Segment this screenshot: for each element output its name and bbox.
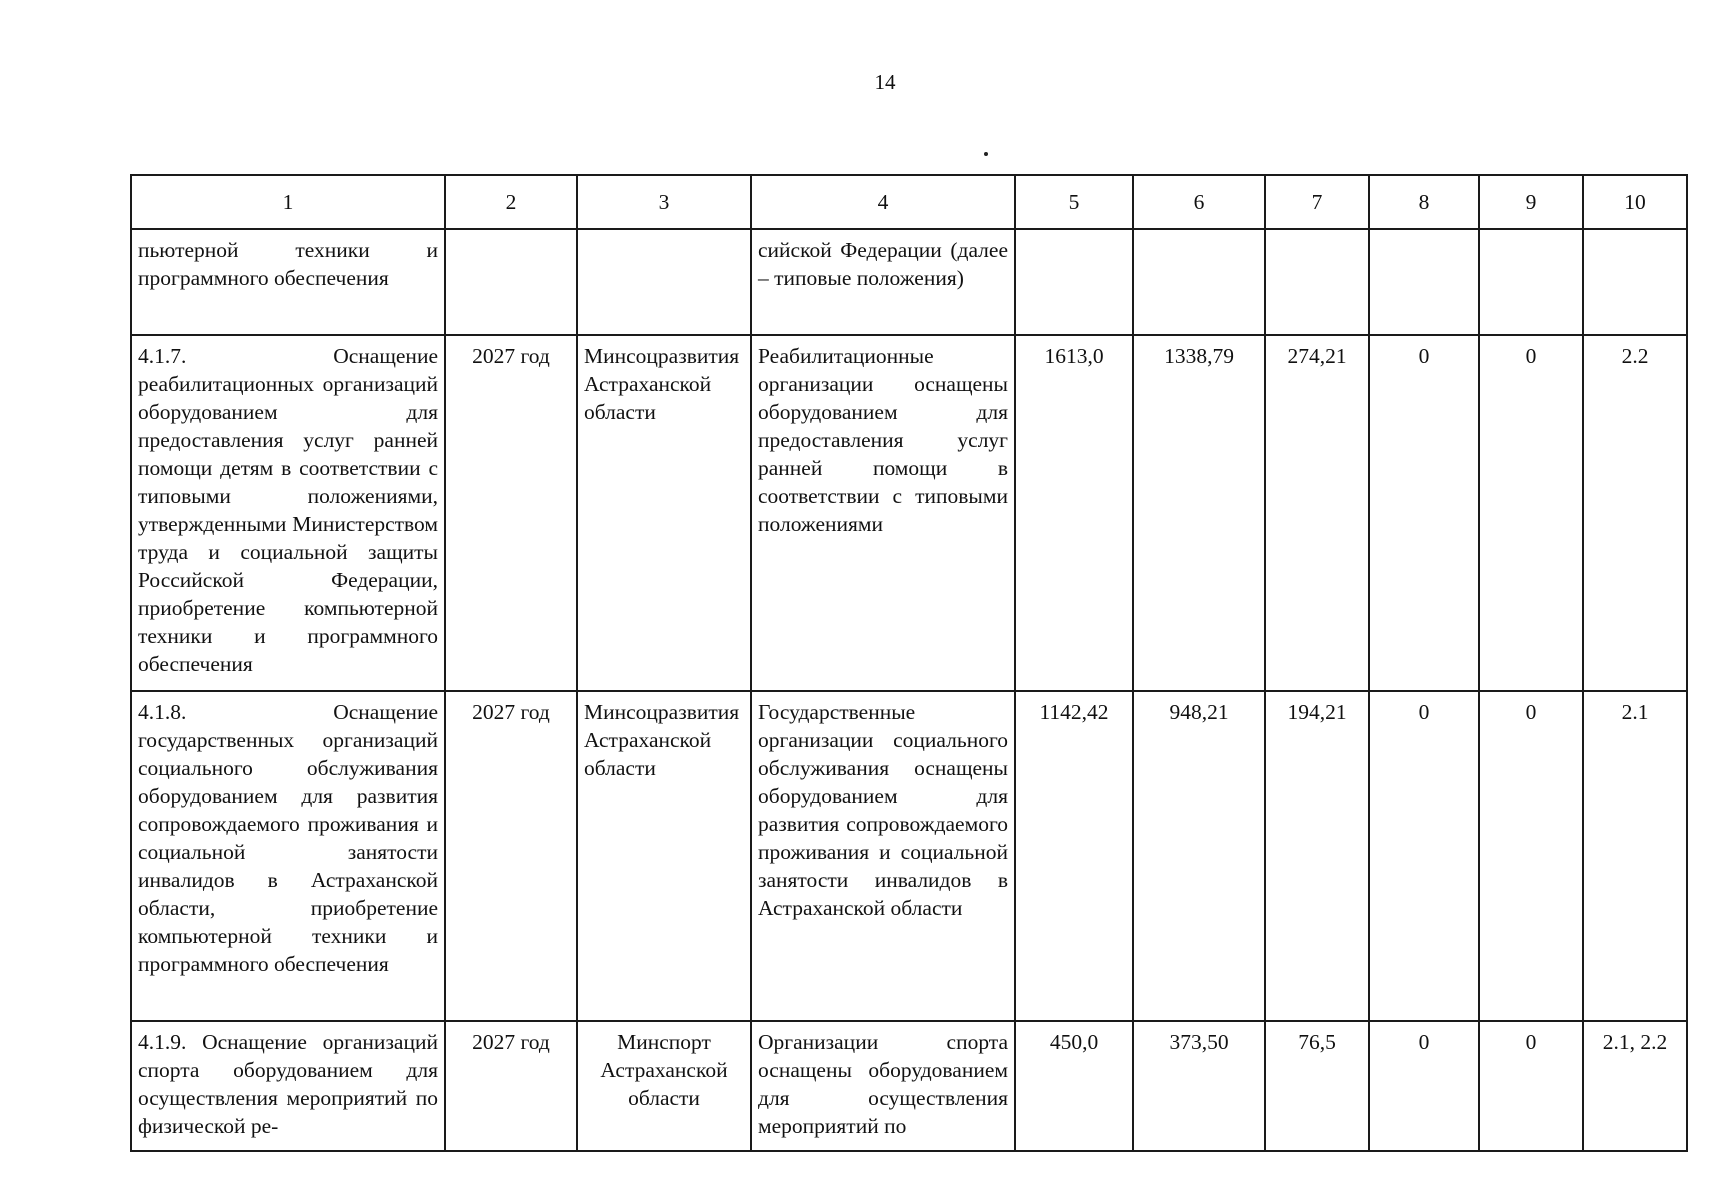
value-cell: 1613,0	[1015, 335, 1133, 691]
table-row	[131, 229, 1687, 335]
executor-cell	[577, 229, 751, 335]
scan-dot	[984, 152, 988, 156]
table-row	[131, 691, 1687, 1021]
period-cell	[445, 229, 577, 335]
value-cell: 274,21	[1265, 335, 1369, 691]
value-cell	[1015, 229, 1133, 335]
value-cell: 0	[1479, 1021, 1583, 1151]
value-cell: 1142,42	[1015, 691, 1133, 1021]
value-cell	[1133, 229, 1265, 335]
header-cell: 8	[1369, 175, 1479, 229]
value-cell: 76,5	[1265, 1021, 1369, 1151]
header-cell: 2	[445, 175, 577, 229]
executor-cell: Минспорт Астраханской области	[577, 1021, 751, 1151]
value-cell: 0	[1479, 335, 1583, 691]
value-cell	[1479, 229, 1583, 335]
period-cell: 2027 год	[445, 1021, 577, 1151]
header-cell: 6	[1133, 175, 1265, 229]
value-cell: 450,0	[1015, 1021, 1133, 1151]
page-number: 14	[874, 70, 896, 94]
result-cell: Государственные организации социального обслуживания оснащены оборудованием для развития сопровождаемого проживания и социальной занятости инвалидов в Астраханской области	[751, 691, 1015, 1021]
indicator-cell: 2.1, 2.2	[1583, 1021, 1687, 1151]
value-cell: 948,21	[1133, 691, 1265, 1021]
header-cell: 3	[577, 175, 751, 229]
activity-cell: 4.1.8. Оснащение государственных организаций социального обслуживания оборудованием для развития сопровождаемого проживания и социальной занятости инвалидов в Астраханской области, приобретение компьютерной техники и программного обеспечения	[131, 691, 445, 1021]
value-cell: 0	[1369, 691, 1479, 1021]
value-cell: 0	[1369, 335, 1479, 691]
value-cell: 0	[1479, 691, 1583, 1021]
activity-cell: 4.1.9. Оснащение организаций спорта оборудованием для осуществления мероприятий по физической ре-	[131, 1021, 445, 1151]
table-row	[131, 1021, 1687, 1151]
value-cell	[1265, 229, 1369, 335]
period-cell: 2027 год	[445, 335, 577, 691]
table-row	[131, 335, 1687, 691]
header-cell: 7	[1265, 175, 1369, 229]
header-cell: 4	[751, 175, 1015, 229]
indicator-cell	[1583, 229, 1687, 335]
header-cell: 9	[1479, 175, 1583, 229]
data-table	[130, 174, 1688, 1152]
value-cell: 373,50	[1133, 1021, 1265, 1151]
value-cell	[1369, 229, 1479, 335]
result-cell: сийской Федерации (далее – типовые положения)	[751, 229, 1015, 335]
value-cell: 0	[1369, 1021, 1479, 1151]
activity-cell: 4.1.7. Оснащение реабилитационных организаций оборудованием для предоставления услуг ранней помощи детям в соответствии с типовыми положениями, утвержденными Министерством труда и социальной защиты Российской Федерации, приобретение компьютерной техники и программного обеспечения	[131, 335, 445, 691]
value-cell: 194,21	[1265, 691, 1369, 1021]
result-cell: Реабилитационные организации оснащены оборудованием для предоставления услуг ранней помощи в соответствии с типовыми положениями	[751, 335, 1015, 691]
header-cell: 10	[1583, 175, 1687, 229]
header-row	[131, 175, 1687, 229]
indicator-cell: 2.1	[1583, 691, 1687, 1021]
header-cell: 5	[1015, 175, 1133, 229]
indicator-cell: 2.2	[1583, 335, 1687, 691]
value-cell: 1338,79	[1133, 335, 1265, 691]
activity-cell: пьютерной техники и программного обеспечения	[131, 229, 445, 335]
result-cell: Организации спорта оснащены оборудованием для осуществления мероприятий по	[751, 1021, 1015, 1151]
executor-cell: Минсоцразвития Астраханской области	[577, 335, 751, 691]
executor-cell: Минсоцразвития Астраханской области	[577, 691, 751, 1021]
period-cell: 2027 год	[445, 691, 577, 1021]
header-cell: 1	[131, 175, 445, 229]
